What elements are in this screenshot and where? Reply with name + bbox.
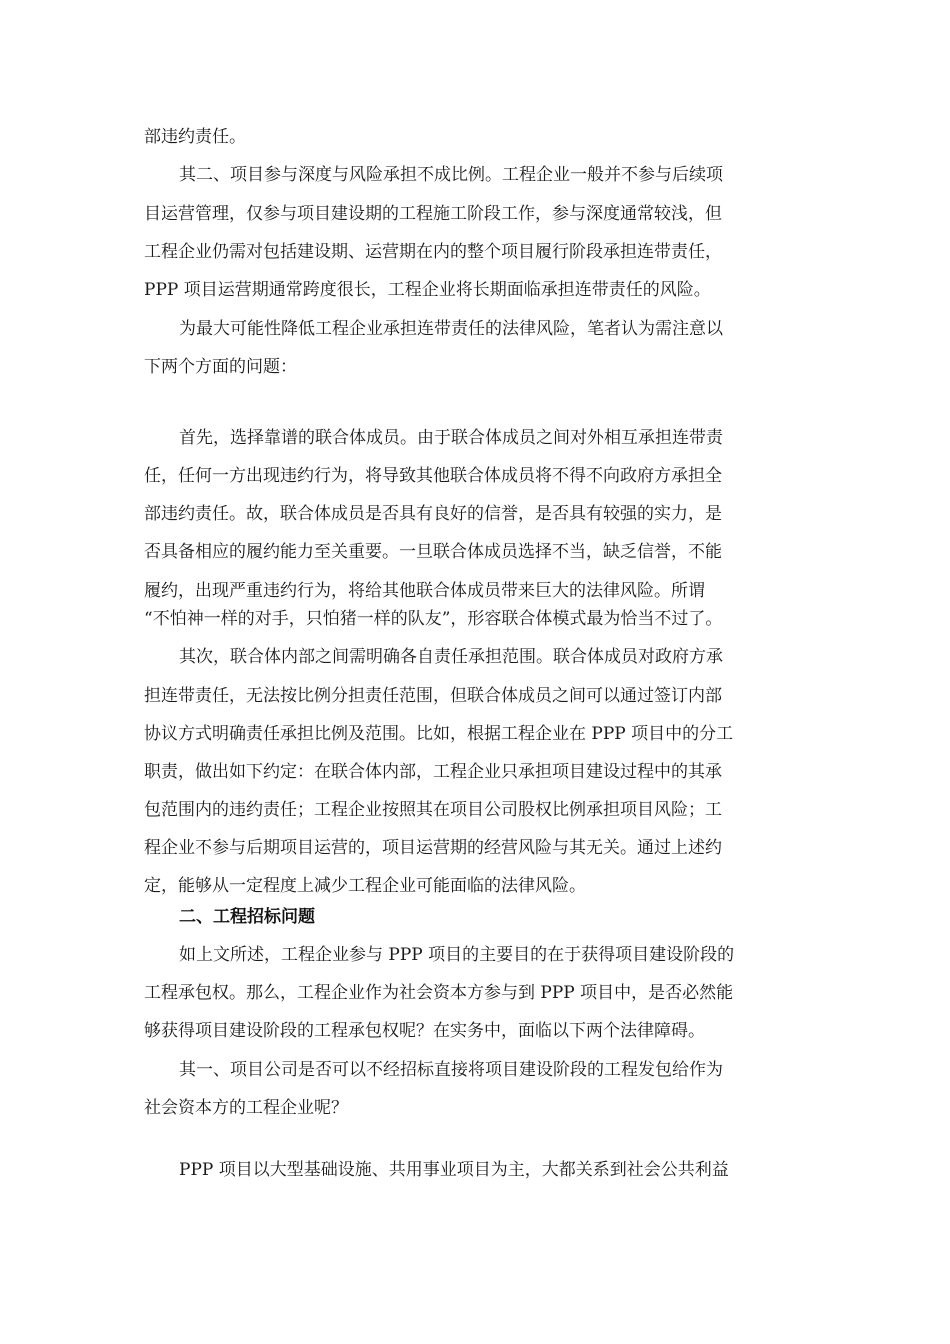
text-line: 社会资本方的工程企业呢？ <box>144 1098 348 1118</box>
text-line: 包范围内的违约责任；工程企业按照其在项目公司股权比例承担项目风险；工 <box>144 800 722 820</box>
text-line: 任，任何一方出现违约行为，将导致其他联合体成员将不得不向政府方承担全 <box>144 466 722 486</box>
text-line: 部违约责任。 <box>144 127 246 147</box>
text-line: 担连带责任，无法按比例分担责任范围，但联合体成员之间可以通过签订内部 <box>144 686 722 706</box>
text-line: 否具备相应的履约能力至关重要。一旦联合体成员选择不当，缺乏信誉，不能 <box>144 542 722 562</box>
paragraph-first-line: 为最大可能性降低工程企业承担连带责任的法律风险，笔者认为需注意以 <box>179 319 723 339</box>
text-line: 工程企业仍需对包括建设期、运营期在内的整个项目履行阶段承担连带责任， <box>144 242 722 262</box>
paragraph-first-line: 其二、项目参与深度与风险承担不成比例。工程企业一般并不参与后续项 <box>179 165 723 185</box>
text-line: 定，能够从一定程度上减少工程企业可能面临的法律风险。 <box>144 876 586 896</box>
text-line: 协议方式明确责任承担比例及范围。比如，根据工程企业在 PPP 项目中的分工 <box>144 724 734 744</box>
section-heading: 二、工程招标问题 <box>179 907 315 927</box>
paragraph-first-line: 如上文所述，工程企业参与 PPP 项目的主要目的在于获得项目建设阶段的 <box>179 945 735 965</box>
text-line: 部违约责任。故，联合体成员是否具有良好的信誉，是否具有较强的实力，是 <box>144 504 722 524</box>
paragraph-first-line: 首先，选择靠谱的联合体成员。由于联合体成员之间对外相互承担连带责 <box>179 428 723 448</box>
text-line: 职责，做出如下约定：在联合体内部，工程企业只承担项目建设过程中的其承 <box>144 762 722 782</box>
paragraph-first-line: 其一、项目公司是否可以不经招标直接将项目建设阶段的工程发包给作为 <box>179 1060 723 1080</box>
text-line: 够获得项目建设阶段的工程承包权呢？在实务中，面临以下两个法律障碍。 <box>144 1021 705 1041</box>
text-line: 工程承包权。那么，工程企业作为社会资本方参与到 PPP 项目中，是否必然能 <box>144 983 734 1003</box>
text-line: 履约，出现严重违约行为，将给其他联合体成员带来巨大的法律风险。所谓 <box>144 581 705 601</box>
text-line: PPP 项目运营期通常跨度很长，工程企业将长期面临承担连带责任的风险。 <box>144 280 711 300</box>
paragraph-first-line: 其次，联合体内部之间需明确各自责任承担范围。联合体成员对政府方承 <box>179 647 723 667</box>
text-line: 目运营管理，仅参与项目建设期的工程施工阶段工作，参与深度通常较浅，但 <box>144 204 722 224</box>
text-line: 下两个方面的问题： <box>144 357 297 377</box>
text-line: 程企业不参与后期项目运营的，项目运营期的经营风险与其无关。通过上述约 <box>144 838 722 858</box>
paragraph-first-line: PPP 项目以大型基础设施、共用事业项目为主，大都关系到社会公共利益 <box>179 1160 729 1180</box>
text-line: “不怕神一样的对手，只怕猪一样的队友”，形容联合体模式最为恰当不过了。 <box>144 609 723 629</box>
